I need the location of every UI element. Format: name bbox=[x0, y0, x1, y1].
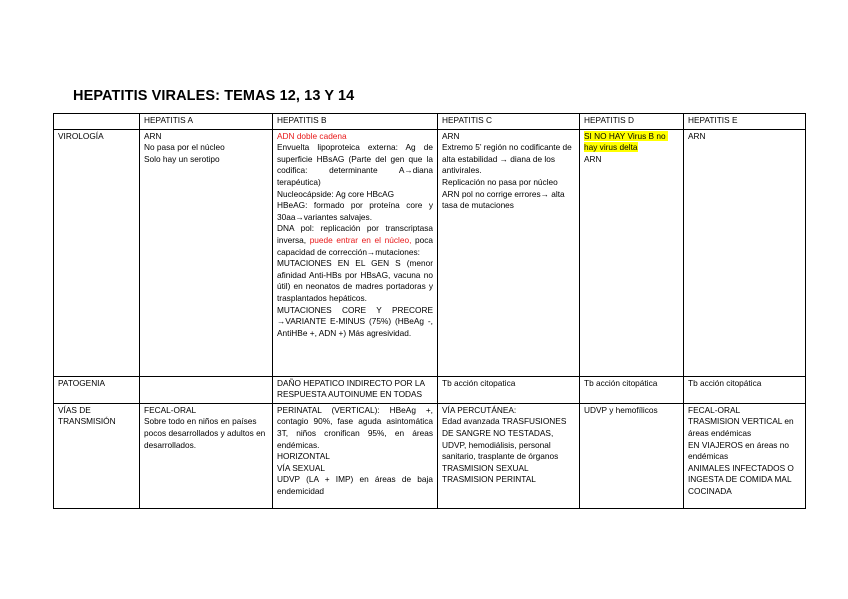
cell-line: FECAL-ORAL bbox=[688, 404, 741, 415]
header-row bbox=[54, 114, 806, 130]
cell-line: TRASMISION PERINTAL bbox=[442, 474, 536, 485]
cell-transmision-hep-e bbox=[684, 403, 806, 508]
cell-virologia-hep-d bbox=[580, 129, 684, 376]
cell-line: PERINATAL (VERTICAL): HBeAg +, contagio 90%, fase aguda asintomática 3T, niños cronifican 95%, en áreas endémicas. bbox=[277, 404, 436, 450]
cell-line: VÍA SEXUAL bbox=[277, 462, 325, 473]
cell-transmision-hep-b bbox=[273, 403, 438, 508]
cell-line: UDVP y hemofílicos bbox=[584, 404, 658, 415]
cell-transmision-hep-a bbox=[140, 403, 273, 508]
cell-transmision-hep-d bbox=[580, 403, 684, 508]
cell-transmision-hep-c bbox=[438, 403, 580, 508]
cell-line: MUTACIONES CORE Y PRECORE →VARIANTE E-MINUS (75%) (HBeAg -, AntiHBe +, ADN +) Más agresividad. bbox=[277, 304, 436, 338]
cell-line: Envuelta lipoproteica externa: Ag de superficie HBsAG (Parte del gen que la codifica: determinante A→diana terapéutica) bbox=[277, 142, 436, 187]
cell-virologia-hep-c bbox=[438, 129, 580, 376]
cell-line: TRASMISION VERTICAL en áreas endémicas bbox=[688, 416, 796, 438]
header-hepatitis-b: HEPATITIS B bbox=[273, 114, 438, 130]
cell-line: ANIMALES INFECTADOS O INGESTA DE COMIDA MAL COCINADA bbox=[688, 462, 797, 496]
cell-line: UDVP, hemodiálisis, personal sanitario, trasplante de órganos bbox=[442, 439, 559, 462]
dna-pol-text: DNA pol: replicación por transcriptasa inversa, bbox=[277, 223, 436, 245]
header-hepatitis-e: HEPATITIS E bbox=[684, 114, 806, 130]
cell-line: No pasa por el núcleo bbox=[144, 142, 225, 153]
row-patogenia bbox=[54, 376, 806, 403]
cell-line: ARN bbox=[144, 130, 162, 141]
header-hepatitis-a: HEPATITIS A bbox=[140, 114, 273, 130]
cell-line: FECAL-ORAL bbox=[144, 404, 197, 415]
cell-virologia-hep-b bbox=[273, 129, 438, 376]
cell-line: HBeAG: formado por proteína core y 30aa→variantes salvajes. bbox=[277, 200, 436, 222]
nucleus-red-text: puede entrar en el núcleo, bbox=[309, 234, 412, 245]
row-label-transmision: VÍAS DE TRANSMISIÓN bbox=[54, 403, 140, 508]
cell-line: VÍA PERCUTÁNEA: bbox=[442, 404, 517, 415]
cell-line: ARN bbox=[584, 153, 602, 164]
row-virologia bbox=[54, 129, 806, 376]
hepatitis-table bbox=[53, 113, 806, 509]
cell-patogenia-hep-d: Tb acción citopática bbox=[580, 376, 684, 403]
cell-patogenia-hep-a bbox=[140, 376, 273, 403]
cell-line: Replicación no pasa por núcleo bbox=[442, 176, 558, 187]
cell-line-dna-pol bbox=[277, 223, 436, 258]
cell-line: Edad avanzada TRASFUSIONES DE SANGRE NO TESTADAS, bbox=[442, 416, 569, 438]
delta-requires-b-highlight: SI NO HAY Virus B no hay virus delta bbox=[584, 130, 668, 153]
header-hepatitis-c: HEPATITIS C bbox=[438, 114, 580, 130]
cell-virologia-hep-a bbox=[140, 129, 273, 376]
cell-line: Nucleocápside: Ag core HBcAG bbox=[277, 188, 395, 199]
dna-type-red-text: ADN doble cadena bbox=[277, 130, 347, 141]
cell-line: MUTACIONES EN EL GEN S (menor afinidad Anti-HBs por HBsAG, vacuna no útil) en neonatos de madres portadoras y trasplantados hepáticos. bbox=[277, 258, 436, 303]
row-label-virologia: VIROLOGÍA bbox=[54, 129, 140, 376]
cell-patogenia-hep-b: DAÑO HEPATICO INDIRECTO POR LA RESPUESTA AUTOINUME EN TODAS bbox=[273, 376, 438, 403]
cell-line: ARN pol no corrige errores→ alta tasa de mutaciones bbox=[442, 188, 567, 211]
cell-line: ARN bbox=[442, 130, 460, 141]
header-hepatitis-d: HEPATITIS D bbox=[580, 114, 684, 130]
cell-line: Extremo 5’ región no codificante de alta estabilidad → diana de los antivirales. bbox=[442, 142, 575, 176]
cell-line: EN VIAJEROS en áreas no endémicas bbox=[688, 439, 792, 462]
row-label-patogenia: PATOGENIA bbox=[54, 376, 140, 403]
cell-patogenia-hep-e: Tb acción citopática bbox=[684, 376, 806, 403]
page-title: HEPATITIS VIRALES: TEMAS 12, 13 Y 14 bbox=[73, 88, 355, 104]
cell-line: HORIZONTAL bbox=[277, 451, 330, 462]
cell-line: UDVP (LA + IMP) en áreas de baja endemicidad bbox=[277, 474, 436, 496]
correction-text: poca capacidad de corrección→mutaciones: bbox=[277, 234, 436, 257]
cell-line: Sobre todo en niños en países pocos desarrollados y adultos en desarrollados. bbox=[144, 416, 268, 450]
cell-virologia-hep-e bbox=[684, 129, 806, 376]
cell-line: Solo hay un serotipo bbox=[144, 153, 220, 164]
cell-line: TRASMISION SEXUAL bbox=[442, 462, 529, 473]
header-empty bbox=[54, 114, 140, 130]
cell-patogenia-hep-c: Tb acción citopatica bbox=[438, 376, 580, 403]
cell-line: ARN bbox=[688, 130, 706, 141]
row-transmision bbox=[54, 403, 806, 508]
